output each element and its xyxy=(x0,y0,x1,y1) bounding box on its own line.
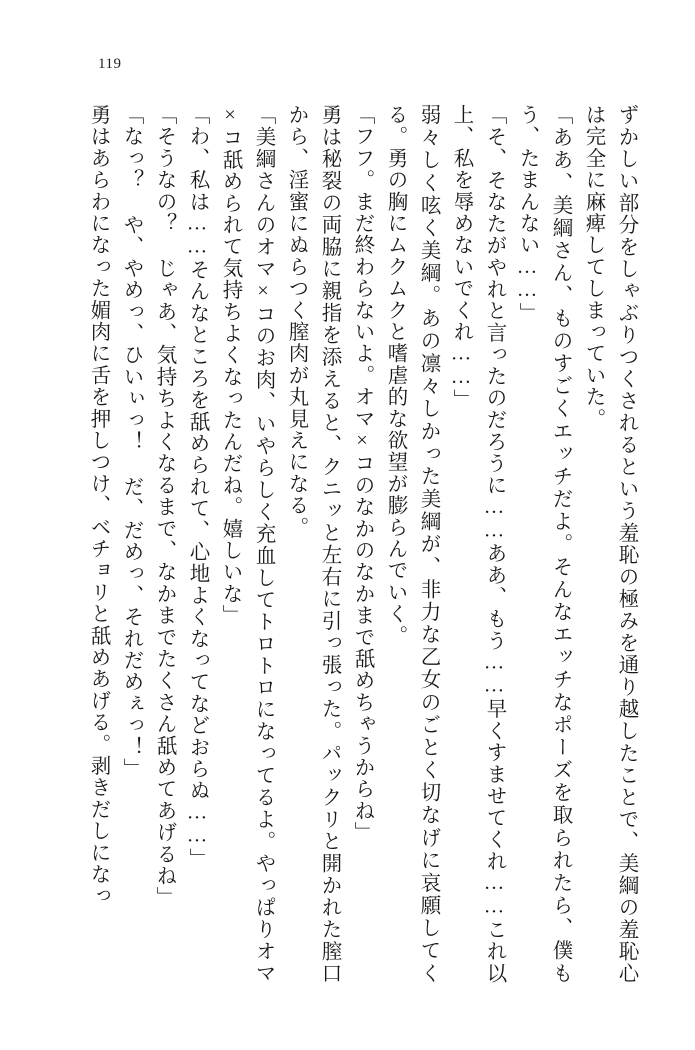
paragraph: 「フフ。まだ終わらないよ。オマ×コのなかのなかまで舐めちゃうからね」 xyxy=(351,104,373,844)
paragraph: 「そうなの？ じゃあ、気持ちよくなるまで、なかまでたくさん舐めてあげるね」 xyxy=(153,104,175,909)
paragraph: 勇は秘裂の両脇に親指を添えると、クニッと左右に引っ張った。パックリと開かれた膣口から、淫蜜にぬらつく膣肉が丸見えになる。 xyxy=(285,104,340,984)
paragraph: ずかしい部分をしゃぶりつくされるという羞恥の極みを通り越したことで、美綱の羞恥心は完全に麻痺してしまっていた。 xyxy=(582,104,637,984)
paragraph: 「わ、私は……そんなところを舐められて、心地よくなってなどおらぬ……」 xyxy=(186,104,208,870)
paragraph: 「ああ、美綱さん、ものすごくエッチだよ。そんなエッチなポーズを取られたら、僕もう、たまんない……」 xyxy=(516,104,571,984)
paragraph: 「そ、そなたがやれと言ったのだろうに……ああ、もう……早くすませてくれ……これ以上、私を辱めないでくれ……」 xyxy=(450,104,505,984)
paragraph: 「美綱さんのオマ×コのお肉、いやらしく充血してトロトロになってるよ。やっぱりオマ×コ舐められて気持ちよくなったんだね。嬉しいな」 xyxy=(219,104,274,984)
paragraph: 弱々しく呟く美綱。あの凛々しかった美綱が、非力な乙女のごとく切なげに哀願してくる。勇の胸にムクムクと嗜虐的な欲望が膨らんでいく。 xyxy=(384,104,439,984)
body-text xyxy=(54,104,642,984)
page-number: 119 xyxy=(98,56,122,72)
paragraph: 「なっ？ や、やめっ、ひいぃっ！ だ、だめっ、それだめぇっ！」 xyxy=(120,104,142,780)
paragraph: 勇はあらわになった媚肉に舌を押しつけ、ベチョリと舐めあげる。剥きだしになっ xyxy=(87,104,109,907)
